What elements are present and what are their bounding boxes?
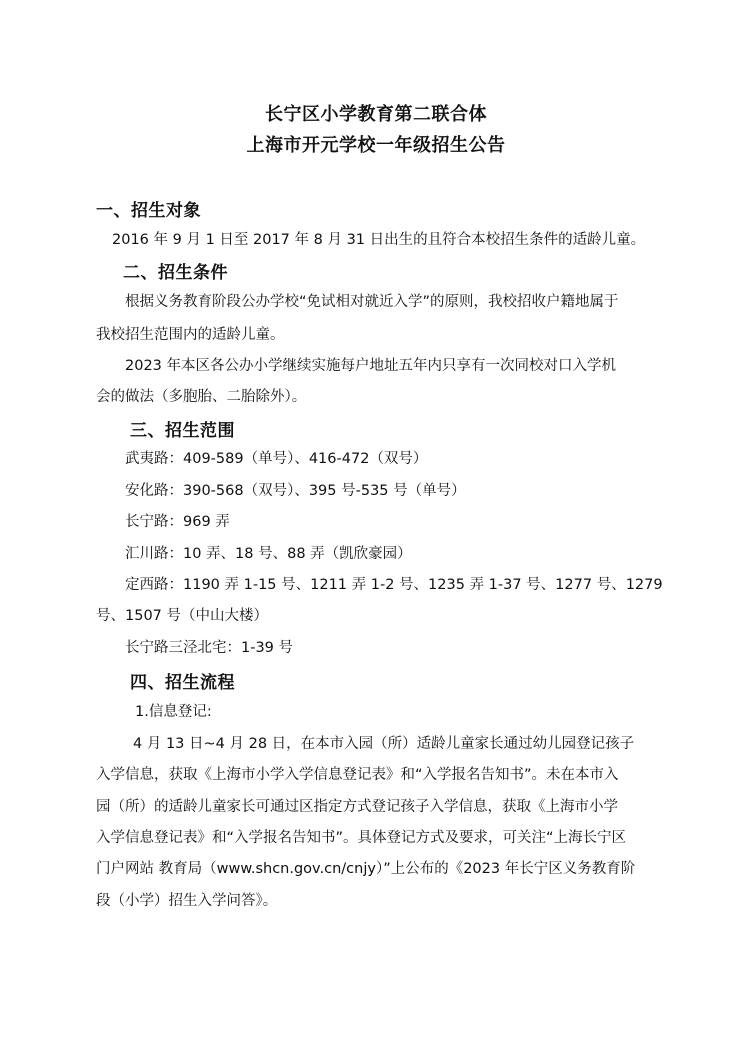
recruitment-target-text: 2016 年 9 月 1 日至 2017 年 8 月 31 日出生的且符合本校招生条件的适龄儿童。 [112,232,646,248]
section-heading-recruitment-target: 一、招生对象 [96,201,201,221]
section-heading-recruitment-conditions: 二、招生条件 [123,263,228,283]
range-item-changning-road: 长宁路：969 弄 [125,514,230,530]
conditions-paragraph1-line2: 我校招生范围内的适龄儿童。 [96,327,285,343]
document-title-line2: 上海市开元学校一年级招生公告 [246,135,506,156]
range-item-anhua-road: 安化路：390-568（双号）、395 号-535 号（单号） [125,483,466,499]
conditions-paragraph1-line1: 根据义务教育阶段公办学校“免试相对就近入学”的原则，我校招收户籍地属于 [125,294,619,310]
section-heading-recruitment-process: 四、招生流程 [130,673,235,693]
section-heading-recruitment-range: 三、招生范围 [130,421,235,441]
process-body-line2: 入学信息，获取《上海市小学入学信息登记表》和“入学报名告知书”。未在本市入 [96,767,619,783]
document-title-line1: 长宁区小学教育第二联合体 [265,104,487,125]
process-body-line6: 段（小学）招生入学问答》。 [96,893,278,909]
range-item-dingxi-road-line2: 号、1507 号（中山大楼） [96,608,269,624]
process-body-line3: 园（所）的适龄儿童家长可通过区指定方式登记孩子入学信息，获取《上海市小学 [96,799,618,815]
process-body-line1: 4 月 13 日~4 月 28 日，在本市入园（所）适龄儿童家长通过幼儿园登记孩子 [133,736,635,752]
process-body-line5: 门户网站 教育局（www.shcn.gov.cn/cnjy）”上公布的《2023 年长宁区义务教育阶 [96,861,636,877]
process-step-info-registration: 1.信息登记: [135,704,212,720]
range-item-dingxi-road-line1: 定西路：1190 弄 1-15 号、1211 弄 1-2 号、1235 弄 1-37 号、1277 号、1279 [125,577,663,593]
range-item-huichuan-road: 汇川路：10 弄、18 号、88 弄（凯欣豪园） [125,546,412,562]
conditions-paragraph2-line2: 会的做法（多胞胎、二胎除外）。 [96,389,307,405]
conditions-paragraph2-line1: 2023 年本区各公办小学继续实施每户地址五年内只享有一次同校对口入学机 [125,358,617,374]
range-item-sanjing-beizhai: 长宁路三泾北宅：1-39 号 [125,640,294,656]
range-item-wuyi-road: 武夷路：409-589（单号）、416-472（双号） [125,451,428,467]
process-body-line4: 入学信息登记表》和“入学报名告知书”。具体登记方式及要求，可关注“上海长宁区 [96,830,627,846]
